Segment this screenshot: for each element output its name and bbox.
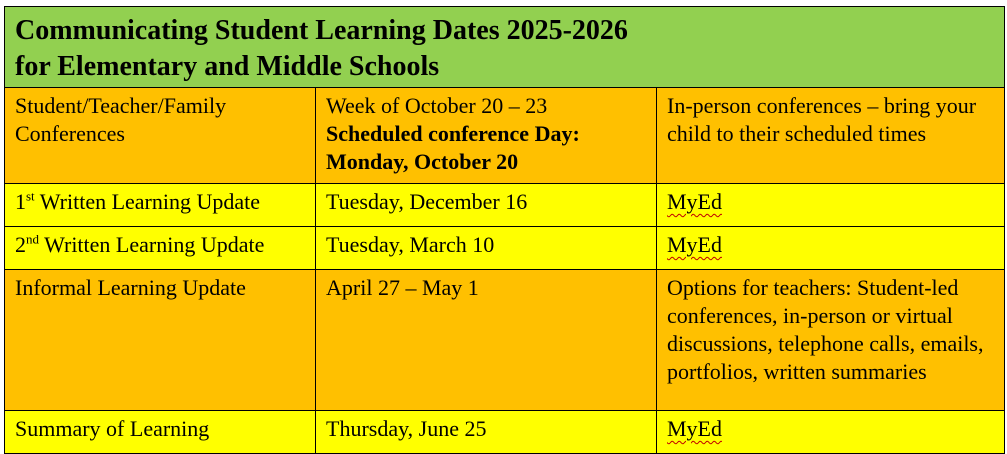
event-label: Written Learning Update xyxy=(39,232,265,257)
event-label: Summary of Learning xyxy=(15,416,210,441)
table-row-conferences xyxy=(5,88,1005,184)
event-label: Written Learning Update xyxy=(34,189,261,214)
notes-label: In-person conferences – bring your child to their scheduled times xyxy=(667,93,977,146)
notes-cell xyxy=(657,88,1005,184)
date-bold-line-2: Monday, October 20 xyxy=(326,149,519,174)
table-row-informal-update xyxy=(5,270,1005,411)
table-row-summary xyxy=(5,411,1005,454)
date-bold-line-1: Scheduled conference Day: xyxy=(326,121,580,146)
title-line-2: for Elementary and Middle Schools xyxy=(15,51,440,82)
event-ordinal-suffix: nd xyxy=(26,231,39,247)
event-label: Informal Learning Update xyxy=(15,275,246,300)
title-line-1: Communicating Student Learning Dates 2025-2026 xyxy=(15,15,628,46)
event-label: Student/Teacher/Family Conferences xyxy=(15,93,227,146)
event-cell xyxy=(5,411,316,454)
notes-label: Options for teachers: Student-led conferences, in-person or virtual discussions, telephone calls, emails, portfolios, written summaries xyxy=(667,275,984,384)
event-cell xyxy=(5,88,316,184)
notes-cell xyxy=(657,227,1005,270)
date-cell xyxy=(316,184,657,227)
event-cell xyxy=(5,270,316,411)
date-cell xyxy=(316,270,657,411)
notes-label: MyEd xyxy=(667,416,722,441)
event-ordinal-suffix: st xyxy=(26,188,35,204)
notes-cell xyxy=(657,184,1005,227)
table-title xyxy=(5,7,1005,88)
notes-label: MyEd xyxy=(667,232,722,257)
event-cell xyxy=(5,184,316,227)
title-row xyxy=(5,7,1005,88)
event-ordinal: 1 xyxy=(15,189,26,214)
notes-label: MyEd xyxy=(667,189,722,214)
notes-cell xyxy=(657,411,1005,454)
table-row-second-update xyxy=(5,227,1005,270)
event-cell xyxy=(5,227,316,270)
date-label: Thursday, June 25 xyxy=(326,416,487,441)
date-label: Week of October 20 – 23 xyxy=(326,93,548,118)
dates-table xyxy=(4,6,1005,454)
date-label: Tuesday, December 16 xyxy=(326,189,528,214)
date-label: Tuesday, March 10 xyxy=(326,232,495,257)
date-label: April 27 – May 1 xyxy=(326,275,479,300)
table-row-first-update xyxy=(5,184,1005,227)
date-cell xyxy=(316,88,657,184)
event-ordinal: 2 xyxy=(15,232,26,257)
date-cell xyxy=(316,411,657,454)
notes-cell xyxy=(657,270,1005,411)
date-cell xyxy=(316,227,657,270)
